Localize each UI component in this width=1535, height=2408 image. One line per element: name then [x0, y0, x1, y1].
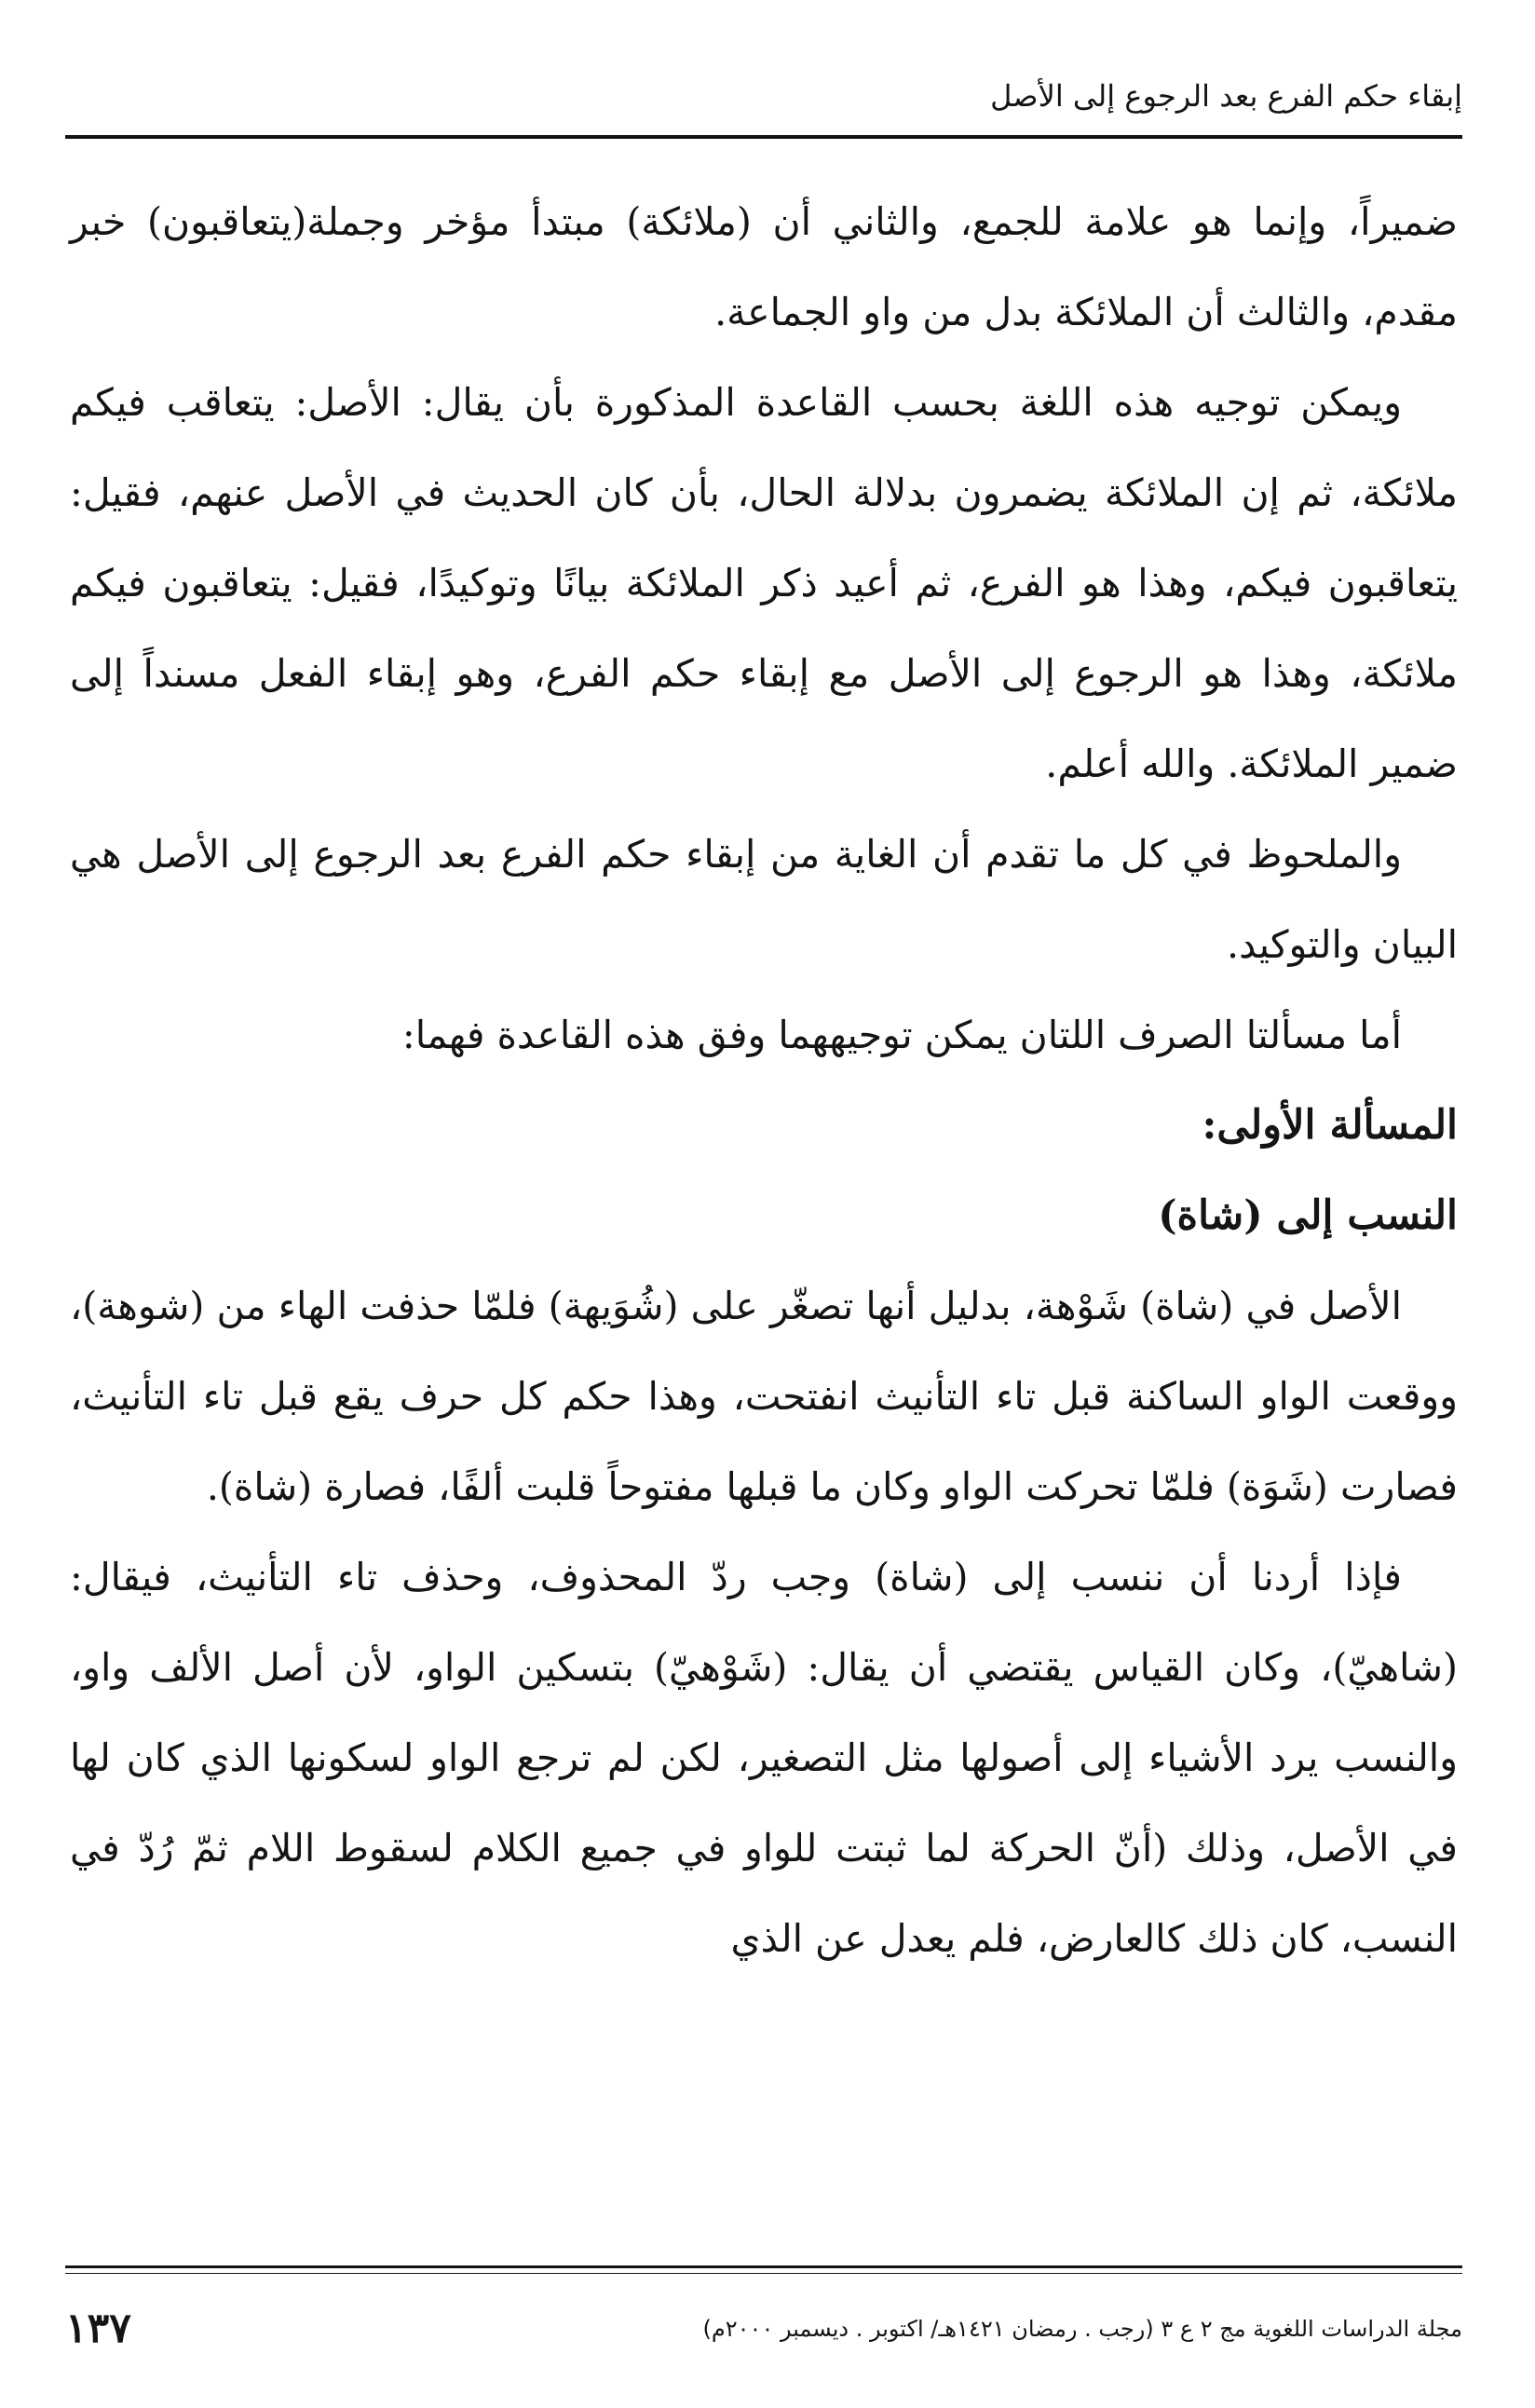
footer-rule-thick — [65, 2265, 1462, 2268]
journal-citation: مجلة الدراسات اللغوية مج ٢ ع ٣ (رجب . رمضان ١٤٢١هـ/ اكتوبر . ديسمبر ٢٠٠٠م) — [702, 2316, 1462, 2342]
section-heading: المسألة الأولى: — [1202, 1102, 1458, 1149]
paragraph-3: والملحوظ في كل ما تقدم أن الغاية من إبقاء حكم الفرع بعد الرجوع إلى الأصل هي البيان والتوكيد. — [70, 832, 1458, 967]
page-number: ١٣٧ — [65, 2305, 131, 2352]
page-body — [70, 177, 1458, 1984]
page-footer — [65, 2301, 1462, 2357]
header-rule — [65, 135, 1462, 139]
paragraph-4: أما مسألتا الصرف اللتان يمكن توجيههما وفق هذه القاعدة فهما: — [401, 1013, 1402, 1057]
paragraph-2: ويمكن توجيه هذه اللغة بحسب القاعدة المذكورة بأن يقال: الأصل: يتعاقب فيكم ملائكة، ثم إن الملائكة يضمرون بدلالة الحال، بأن كان الحديث في الأصل عنهم، فقيل: يتعاقبون فيكم، وهذا هو الفرع، ثم أعيد ذكر الملائكة بيانًا وتوكيدًا، فقيل: يتعاقبون فيكم ملائكة، وهذا هو الرجوع إلى الأصل مع إبقاء حكم الفرع، وهو إبقاء الفعل مسنداً إلى ضمير الملائكة. والله أعلم. — [70, 380, 1458, 786]
footer-rule-thin — [65, 2273, 1462, 2274]
paragraph-1: ضميراً، وإنما هو علامة للجمع، والثاني أن (ملائكة) مبتدأ مؤخر وجملة(يتعاقبون) خبر مقدم، والثالث أن الملائكة بدل من واو الجماعة. — [70, 199, 1458, 334]
paragraph-6: فإذا أردنا أن ننسب إلى (شاة) وجب ردّ المحذوف، وحذف تاء التأنيث، فيقال: (شاهيّ)، وكان القياس يقتضي أن يقال: (شَوْهيّ) بتسكين الواو، لأن أصل الألف واو، والنسب يرد الأشياء إلى أصولها مثل التصغير، لكن لم ترجع الواو لسكونها الذي كان لها في الأصل، وذلك (أنّ الحركة لما ثبتت للواو في جميع الكلام لسقوط اللام ثمّ رُدّ في النسب، كان ذلك كالعارض، فلم يعدل عن الذي — [70, 1555, 1458, 1961]
running-header: إبقاء حكم الفرع بعد الرجوع إلى الأصل — [990, 78, 1462, 114]
paragraph-5: الأصل في (شاة) شَوْهة، بدليل أنها تصغّر على (شُوَيهة) فلمّا حذفت الهاء من (شوهة)، ووقعت الواو الساكنة قبل تاء التأنيث انفتحت، وهذا حكم كل حرف يقع قبل تاء التأنيث، فصارت (شَوَة) فلمّا تحركت الواو وكان ما قبلها مفتوحاً قلبت ألفًا، فصارة (شاة). — [70, 1284, 1458, 1509]
subsection-heading: النسب إلى (شاة) — [1158, 1192, 1458, 1239]
